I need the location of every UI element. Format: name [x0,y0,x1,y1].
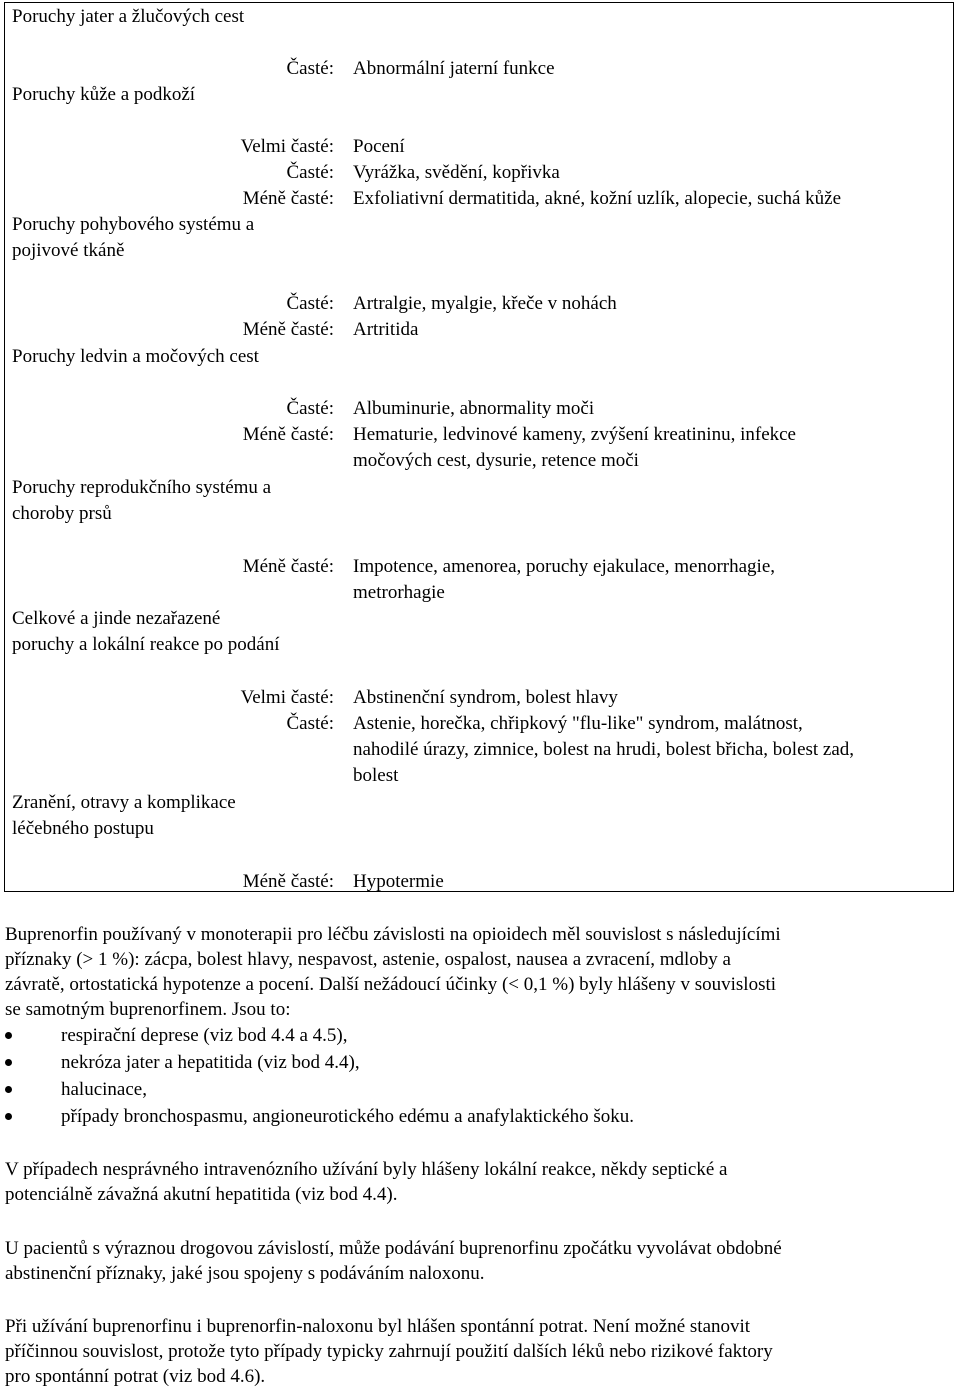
adverse-effect: Pocení [353,136,405,157]
soc-hepatobiliary: Poruchy jater a žlučových cest [12,6,245,27]
paragraph-line: příznaky (> 1 %): zácpa, bolest hlavy, nespavost, astenie, ospalost, nausea a zvracení, mdloby a [5,949,731,970]
bullet-icon [5,1059,12,1066]
soc-injury-line1: Zranění, otravy a komplikace [12,792,236,813]
paragraph-line: potenciálně závažná akutní hepatitida (viz bod 4.4). [5,1184,398,1205]
frequency-label: Časté: [286,162,334,183]
paragraph-line: se samotným buprenorfinem. Jsou to: [5,999,291,1020]
bullet-icon [5,1032,12,1039]
soc-musculoskeletal-line1: Poruchy pohybového systému a [12,214,255,235]
paragraph-dependence [5,1236,950,1286]
adverse-effect: Hematurie, ledvinové kameny, zvýšení kreatininu, infekce [353,424,796,445]
adverse-effect: Artritida [353,319,419,340]
paragraph-line: příčinnou souvislost, protože tyto případy typicky zahrnují použití dalších léků nebo rizikové faktory [5,1341,773,1362]
adverse-effect-continued: bolest [353,765,399,786]
soc-general-line1: Celkové a jinde nezařazené [12,608,221,629]
adverse-effect-continued: nahodilé úrazy, zimnice, bolest na hrudi, bolest břicha, bolest zad, [353,739,855,760]
list-item-text: respirační deprese (viz bod 4.4 a 4.5), [61,1025,348,1046]
frequency-label: Časté: [286,398,334,419]
frequency-label: Časté: [286,58,334,79]
paragraph-line: závratě, ortostatická hypotenze a pocení. Další nežádoucí účinky (< 0,1 %) byly hlášeny v souvislosti [5,974,777,995]
paragraph-line: V případech nesprávného intravenózního užívání byly hlášeny lokální reakce, někdy septické a [5,1159,728,1180]
paragraph-intravenous [5,1157,950,1207]
frequency-label: Méně časté: [242,319,334,340]
bullet-icon [5,1086,12,1093]
adverse-effect: Astenie, horečka, chřipkový "flu-like" syndrom, malátnost, [353,713,803,734]
paragraph-line: U pacientů s výraznou drogovou závislostí, může podávání buprenorfinu zpočátku vyvolávat obdobné [5,1238,782,1259]
paragraph-line: Při užívání buprenorfinu i buprenorfin-naloxonu byl hlášen spontánní potrat. Není možné stanovit [5,1316,751,1337]
soc-skin: Poruchy kůže a podkoží [12,84,196,105]
frequency-label: Méně časté: [242,871,334,892]
soc-musculoskeletal-line2: pojivové tkáně [12,240,125,261]
soc-reproductive-line2: choroby prsů [12,503,112,524]
adverse-effect: Vyrážka, svědění, kopřivka [353,162,560,183]
adverse-effect: Impotence, amenorea, poruchy ejakulace, menorrhagie, [353,556,776,577]
list-item-text: halucinace, [61,1079,147,1100]
bullet-icon [5,1113,12,1120]
adverse-effect-continued: metrorhagie [353,582,445,603]
list-item-text: nekróza jater a hepatitida (viz bod 4.4), [61,1052,360,1073]
frequency-label: Méně časté: [242,556,334,577]
soc-renal: Poruchy ledvin a močových cest [12,346,259,367]
frequency-label: Méně časté: [242,188,334,209]
soc-injury-line2: léčebného postupu [12,818,154,839]
adverse-effect: Albuminurie, abnormality moči [353,398,595,419]
adverse-effect: Exfoliativní dermatitida, akné, kožní uzlík, alopecie, suchá kůže [353,188,842,209]
adverse-effect: Artralgie, myalgie, křeče v nohách [353,293,617,314]
soc-general-line2: poruchy a lokální reakce po podání [12,634,280,655]
paragraph-line: pro spontánní potrat (viz bod 4.6). [5,1366,266,1387]
list-item-text: případy bronchospasmu, angioneurotického edému a anafylaktického šoku. [61,1106,634,1127]
soc-reproductive-line1: Poruchy reprodukčního systému a [12,477,272,498]
paragraph-line: abstinenční příznaky, jaké jsou spojeny s podáváním naloxonu. [5,1263,485,1284]
frequency-label: Velmi časté: [240,136,334,157]
adverse-effect: Abnormální jaterní funkce [353,58,555,79]
frequency-label: Velmi časté: [240,687,334,708]
adverse-effect: Abstinenční syndrom, bolest hlavy [353,687,618,708]
frequency-label: Časté: [286,713,334,734]
paragraph-abortion [5,1314,950,1389]
adverse-effect: Hypotermie [353,871,444,892]
paragraph-monotherapy [5,922,950,1022]
adverse-effect-continued: močových cest, dysurie, retence moči [353,450,639,471]
frequency-label: Časté: [286,293,334,314]
paragraph-line: Buprenorfin používaný v monoterapii pro léčbu závislosti na opioidech měl souvislost s následujícími [5,924,781,945]
frequency-label: Méně časté: [242,424,334,445]
